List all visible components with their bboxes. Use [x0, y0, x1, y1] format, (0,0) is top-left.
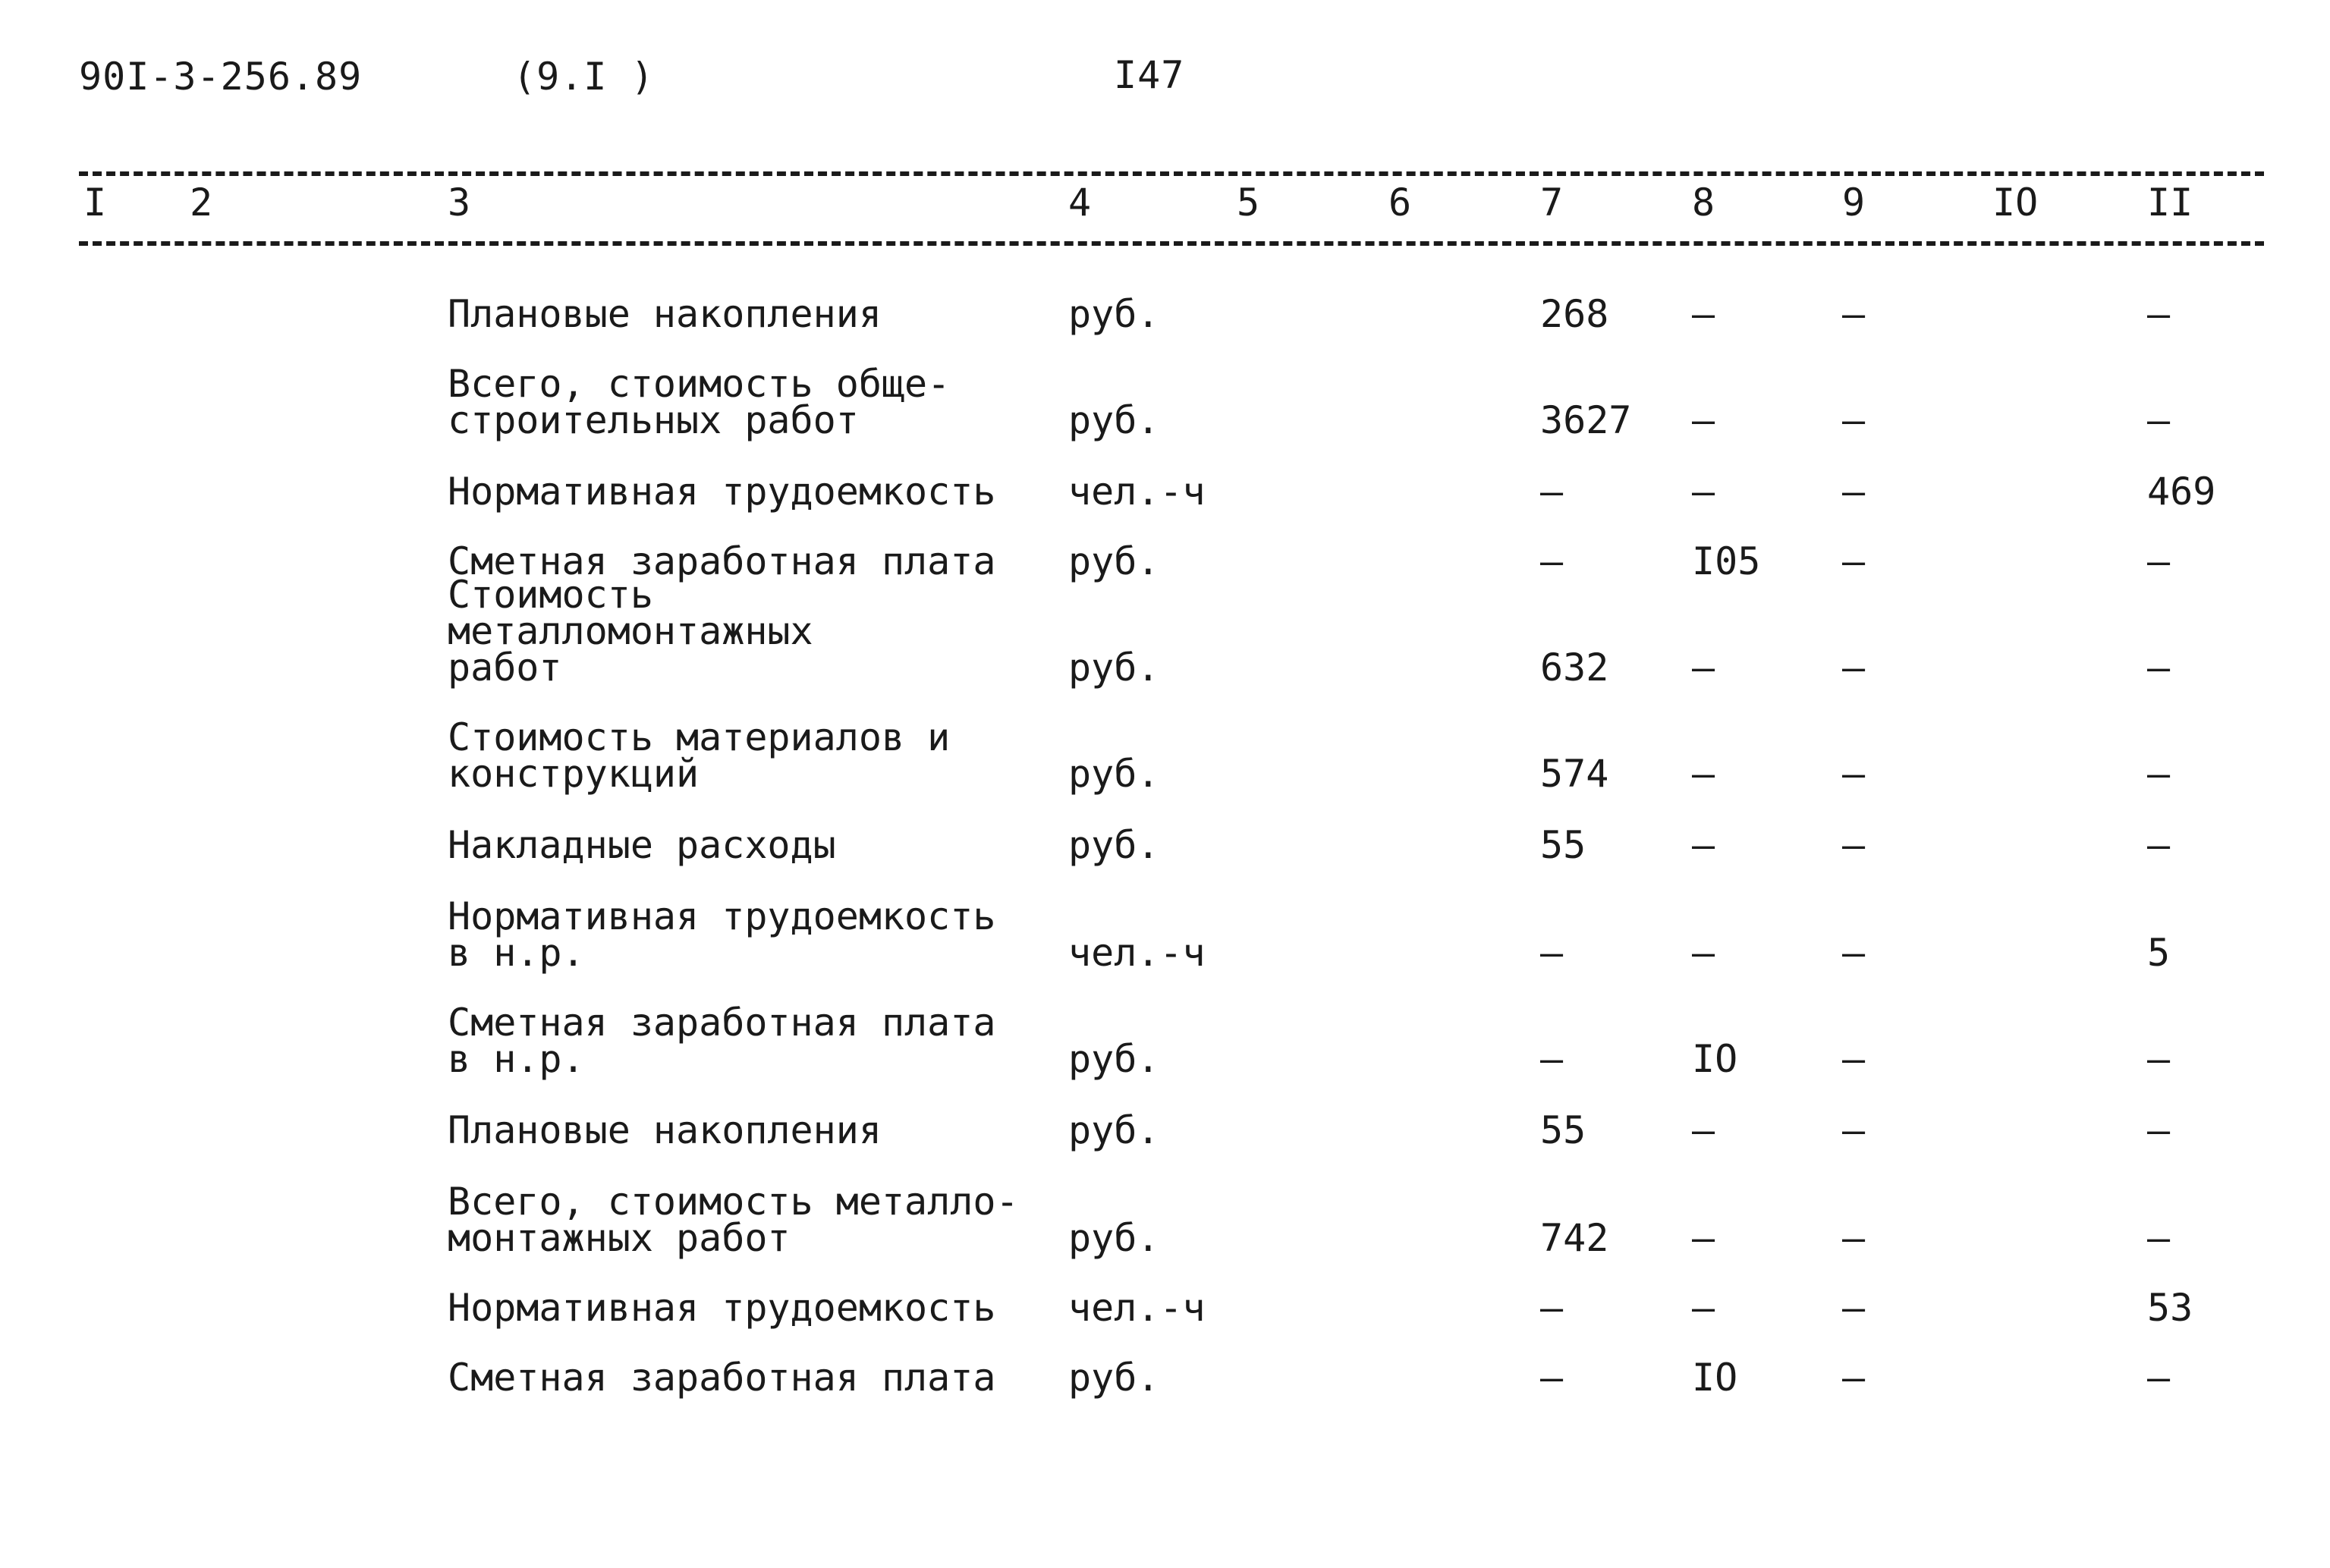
- row-value-col11: 5: [2147, 931, 2171, 975]
- table-row: [0, 1250, 2330, 1330]
- column-number: 2: [190, 181, 213, 225]
- row-description: Нормативная трудоемкость в н.р.: [448, 894, 996, 975]
- row-value-col7: –: [1540, 1356, 1564, 1400]
- column-number: 5: [1237, 181, 1260, 225]
- row-value-col8: –: [1692, 752, 1715, 796]
- column-number: 9: [1842, 181, 1866, 225]
- row-description: Плановые накопления: [448, 292, 882, 336]
- row-value-col7: 632: [1540, 646, 1609, 690]
- table-row: [0, 1001, 2330, 1081]
- table-row: [0, 715, 2330, 796]
- row-value-col7: 55: [1540, 1108, 1586, 1152]
- row-value-col8: IO: [1692, 1037, 1738, 1081]
- row-description: Сметная заработная плата: [448, 1356, 996, 1400]
- table-row: [0, 1073, 2330, 1152]
- column-number: 7: [1540, 181, 1564, 225]
- table-row: [0, 1180, 2330, 1260]
- row-value-col11: 53: [2147, 1286, 2193, 1330]
- row-value-col9: –: [1842, 539, 1866, 583]
- row-value-col7: –: [1540, 931, 1564, 975]
- row-value-col8: I05: [1692, 539, 1761, 583]
- row-value-col11: –: [2147, 1356, 2171, 1400]
- row-value-col8: –: [1692, 1216, 1715, 1260]
- row-value-col9: –: [1842, 398, 1866, 442]
- row-value-col7: 3627: [1540, 398, 1632, 442]
- row-value-col9: –: [1842, 752, 1866, 796]
- row-value-col9: –: [1842, 1216, 1866, 1260]
- row-value-col11: –: [2147, 1216, 2171, 1260]
- row-value-col8: –: [1692, 931, 1715, 975]
- row-value-col9: –: [1842, 292, 1866, 336]
- row-unit: руб.: [1068, 1216, 1160, 1260]
- row-value-col11: –: [2147, 1037, 2171, 1081]
- table-row: [0, 434, 2330, 514]
- row-value-col9: –: [1842, 470, 1866, 514]
- column-number: 6: [1388, 181, 1412, 225]
- row-value-col7: –: [1540, 1037, 1564, 1081]
- row-value-col11: –: [2147, 752, 2171, 796]
- column-number: 4: [1068, 181, 1092, 225]
- row-description: Стоимость металломонтажных работ: [448, 573, 813, 690]
- row-value-col11: –: [2147, 646, 2171, 690]
- row-value-col11: 469: [2147, 470, 2216, 514]
- row-unit: руб.: [1068, 539, 1160, 583]
- row-unit: руб.: [1068, 823, 1160, 867]
- row-unit: руб.: [1068, 292, 1160, 336]
- table-row: [0, 787, 2330, 867]
- row-value-col9: –: [1842, 1356, 1866, 1400]
- row-value-col9: –: [1842, 931, 1866, 975]
- row-value-col8: –: [1692, 1286, 1715, 1330]
- section-number: (9.I ): [513, 55, 655, 99]
- row-description: Сметная заработная плата: [448, 539, 996, 583]
- row-description: Нормативная трудоемкость: [448, 470, 996, 514]
- table-row: [0, 894, 2330, 975]
- table-row: [0, 573, 2330, 690]
- row-value-col8: –: [1692, 470, 1715, 514]
- column-number: IO: [1992, 181, 2039, 225]
- row-value-col9: –: [1842, 1286, 1866, 1330]
- row-value-col9: –: [1842, 646, 1866, 690]
- row-value-col7: 742: [1540, 1216, 1609, 1260]
- row-value-col8: –: [1692, 398, 1715, 442]
- row-description: Плановые накопления: [448, 1108, 882, 1152]
- row-value-col9: –: [1842, 823, 1866, 867]
- row-unit: чел.-ч: [1068, 931, 1206, 975]
- row-unit: чел.-ч: [1068, 470, 1206, 514]
- table-header-rule: [79, 241, 2264, 246]
- row-value-col8: –: [1692, 292, 1715, 336]
- column-number: I: [83, 181, 107, 225]
- table-row: [0, 1320, 2330, 1400]
- row-description: Стоимость материалов и конструкций: [448, 715, 951, 796]
- row-description: Накладные расходы: [448, 823, 836, 867]
- row-value-col7: –: [1540, 539, 1564, 583]
- row-value-col7: 55: [1540, 823, 1586, 867]
- row-unit: руб.: [1068, 646, 1160, 690]
- row-description: Всего, стоимость обще- строительных работ: [448, 362, 951, 442]
- row-description: Нормативная трудоемкость: [448, 1286, 996, 1330]
- row-unit: руб.: [1068, 1356, 1160, 1400]
- row-value-col11: –: [2147, 539, 2171, 583]
- row-unit: руб.: [1068, 398, 1160, 442]
- row-value-col7: 268: [1540, 292, 1609, 336]
- row-value-col7: 574: [1540, 752, 1609, 796]
- row-value-col8: –: [1692, 823, 1715, 867]
- row-description: Всего, стоимость металло- монтажных работ: [448, 1180, 1019, 1260]
- row-unit: руб.: [1068, 752, 1160, 796]
- row-value-col7: –: [1540, 1286, 1564, 1330]
- column-number: 3: [448, 181, 471, 225]
- table-top-rule: [79, 171, 2264, 176]
- table-row: [0, 362, 2330, 442]
- column-number: 8: [1692, 181, 1715, 225]
- row-value-col9: –: [1842, 1108, 1866, 1152]
- row-value-col7: –: [1540, 470, 1564, 514]
- row-value-col9: –: [1842, 1037, 1866, 1081]
- table-row: [0, 504, 2330, 583]
- row-unit: чел.-ч: [1068, 1286, 1206, 1330]
- row-unit: руб.: [1068, 1037, 1160, 1081]
- row-unit: руб.: [1068, 1108, 1160, 1152]
- row-value-col8: –: [1692, 1108, 1715, 1152]
- row-value-col11: –: [2147, 823, 2171, 867]
- row-description: Сметная заработная плата в н.р.: [448, 1001, 996, 1081]
- row-value-col11: –: [2147, 1108, 2171, 1152]
- row-value-col8: –: [1692, 646, 1715, 690]
- row-value-col8: IO: [1692, 1356, 1738, 1400]
- document-code: 90I-3-256.89: [79, 55, 363, 99]
- row-value-col11: –: [2147, 292, 2171, 336]
- column-number: II: [2147, 181, 2193, 225]
- table-row: [0, 256, 2330, 336]
- page-number: I47: [1114, 53, 1185, 97]
- row-value-col11: –: [2147, 398, 2171, 442]
